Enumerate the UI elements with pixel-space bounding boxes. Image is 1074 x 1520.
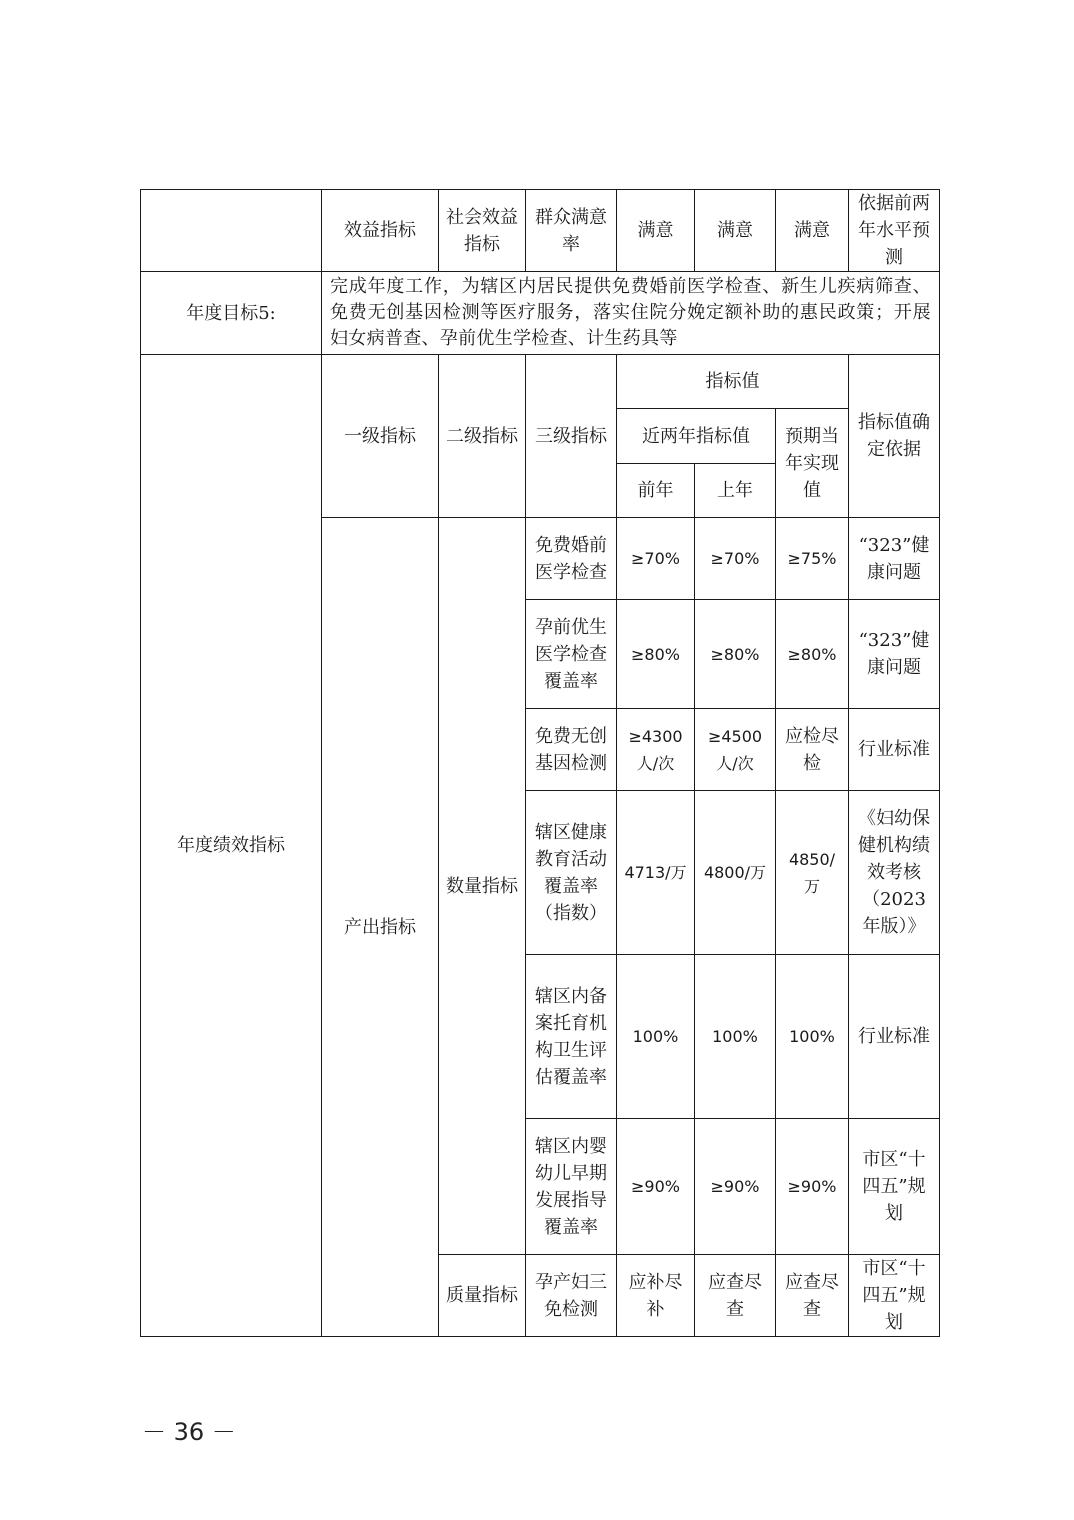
prev-year-value: ≥4300人/次 [617,709,695,791]
basis-cell: 行业标准 [849,709,940,791]
expected-value: ≥80% [776,600,849,709]
quantity-label: 数量指标 [439,518,526,1255]
prev-year-value: ≥70% [617,518,695,600]
prev-year-value: 100% [617,955,695,1119]
level3-cell: 辖区内备案托育机构卫生评估覆盖率 [526,955,617,1119]
level2-cell: 社会效益指标 [439,190,526,272]
last-year-value: 满意 [695,190,776,272]
table-row [141,272,940,355]
expected-value: 4850/万 [776,791,849,955]
level3-cell: 孕产妇三免检测 [526,1255,617,1337]
basis-cell: “323”健康问题 [849,518,940,600]
performance-table [140,189,940,1337]
basis-cell: 市区“十四五”规划 [849,1119,940,1255]
last-year-value: ≥4500人/次 [695,709,776,791]
performance-label: 年度绩效指标 [141,355,322,1337]
basis-cell: 市区“十四五”规划 [849,1255,940,1337]
header-level3: 三级指标 [526,355,617,518]
table-row [141,190,940,272]
level3-cell: 孕前优生医学检查覆盖率 [526,600,617,709]
expected-value: 满意 [776,190,849,272]
last-year-value: 应查尽查 [695,1255,776,1337]
basis-cell: “323”健康问题 [849,600,940,709]
header-prev-year: 前年 [617,464,695,518]
quality-label: 质量指标 [439,1255,526,1337]
goal-text: 完成年度工作，为辖区内居民提供免费婚前医学检查、新生儿疾病筛查、免费无创基因检测等医疗服务，落实住院分娩定额补助的惠民政策；开展妇女病普查、孕前优生学检查、计生药具等 [322,272,940,355]
basis-cell: 《妇幼保健机构绩效考核（2023年版）》 [849,791,940,955]
header-recent: 近两年指标值 [617,409,776,464]
header-last-year: 上年 [695,464,776,518]
expected-value: 应检尽检 [776,709,849,791]
prev-year-value: ≥80% [617,600,695,709]
header-expected: 预期当年实现值 [776,409,849,518]
last-year-value: 100% [695,955,776,1119]
last-year-value: ≥70% [695,518,776,600]
basis-cell: 依据前两年水平预测 [849,190,940,272]
last-year-value: 4800/万 [695,791,776,955]
level3-cell: 群众满意率 [526,190,617,272]
level3-cell: 辖区内婴幼儿早期发展指导覆盖率 [526,1119,617,1255]
output-label: 产出指标 [322,518,439,1337]
level3-cell: 辖区健康教育活动覆盖率（指数） [526,791,617,955]
empty-cell [141,190,322,272]
prev-year-value: 满意 [617,190,695,272]
last-year-value: ≥80% [695,600,776,709]
page-number: － 36 － [142,1418,236,1446]
last-year-value: ≥90% [695,1119,776,1255]
header-level1: 一级指标 [322,355,439,518]
header-basis: 指标值确定依据 [849,355,940,518]
prev-year-value: 4713/万 [617,791,695,955]
header-value-group: 指标值 [617,355,849,409]
table-row [141,355,940,409]
expected-value: 100% [776,955,849,1119]
prev-year-value: ≥90% [617,1119,695,1255]
level1-cell: 效益指标 [322,190,439,272]
expected-value: 应查尽查 [776,1255,849,1337]
prev-year-value: 应补尽补 [617,1255,695,1337]
goal-label: 年度目标5: [141,272,322,355]
level3-cell: 免费婚前医学检查 [526,518,617,600]
level3-cell: 免费无创基因检测 [526,709,617,791]
basis-cell: 行业标准 [849,955,940,1119]
expected-value: ≥75% [776,518,849,600]
header-level2: 二级指标 [439,355,526,518]
expected-value: ≥90% [776,1119,849,1255]
